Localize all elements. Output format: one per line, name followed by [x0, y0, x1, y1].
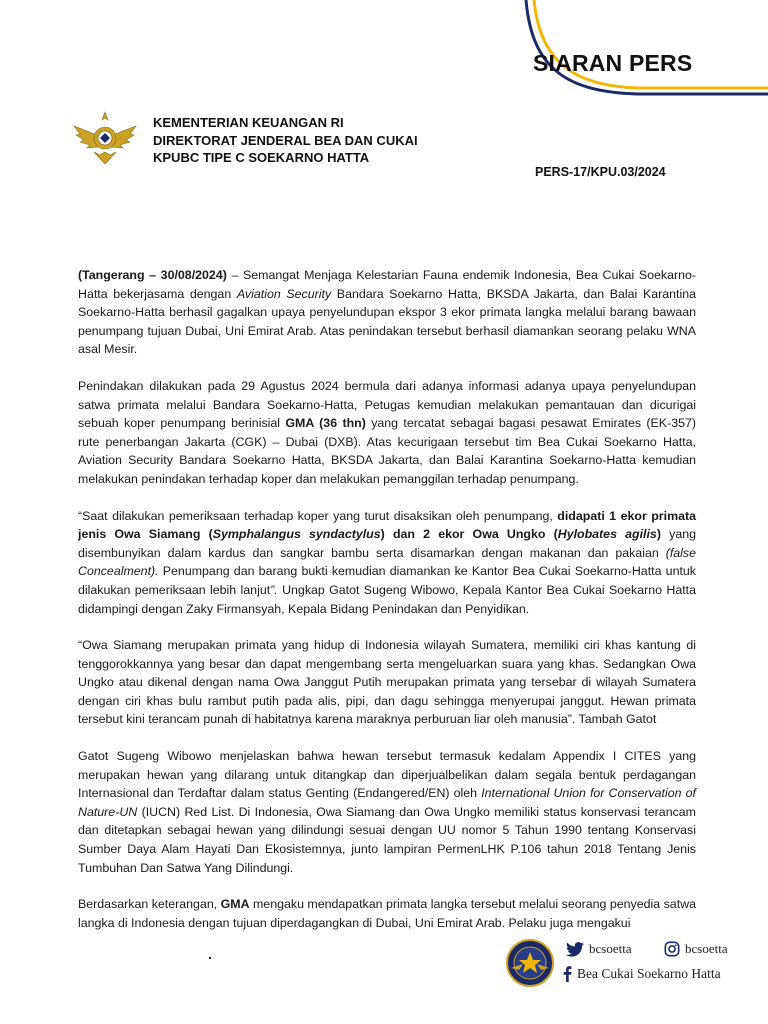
agency-ministry: KEMENTERIAN KEUANGAN RI — [153, 115, 344, 130]
customs-emblem-logo — [72, 108, 138, 168]
twitter-icon — [566, 942, 584, 957]
instagram-icon — [664, 941, 680, 957]
paragraph-2: Penindakan dilakukan pada 29 Agustus 2024 bermula dari adanya informasi adanya upaya penyelundupan satwa primata melalui Bandara Soekarno-Hatta, Petugas kemudian melakukan pemantauan dan dicurigai sebuah koper penumpang berinisial GMA (36 thn) yang tercatat sebagai bagasi pesawat Emirates (EK-357) rute penerbangan Jakarta (CGK) – Dubai (DXB). Atas kecurigaan tersebut tim Bea Cukai Soekarno Hatta, Aviation Security Bandara Soekarno Hatta, BKSDA Jakarta, dan Balai Karantina Soekarno-Hatta kemudian melakukan penindakan terhadap koper dan melakukan pemanggilan terhadap penumpang. — [78, 378, 696, 486]
footer-seal-logo — [505, 938, 555, 988]
reference-number: PERS-17/KPU.03/2024 — [535, 165, 666, 179]
paragraph-4: “Owa Siamang merupakan primata yang hidup di Indonesia wilayah Sumatera, memiliki ciri khas kantung di tenggorokkannya yang besar dan dapat mengembang serta mengeluarkan suara yang khas. Sedangkan Owa Ungko atau dikenal dengan nama Owa Janggut Putih merupakan primata yang tersebar di wilayah Sumatera dengan ciri khas bulu rambut putih pada alis, pipi, dan dagu sehingga menyerupai janggut. Hewan primata tersebut kini terancam punah di habitatnya karena maraknya perburuan liar oleh manusia”. Tambah Gatot — [78, 638, 696, 727]
facebook-page[interactable]: Bea Cukai Soekarno Hatta — [563, 966, 721, 982]
press-release-body — [78, 266, 696, 932]
paragraph-1: (Tangerang – 30/08/2024) – Semangat Menjaga Kelestarian Fauna endemik Indonesia, Bea Cukai Soekarno-Hatta bekerjasama dengan Aviation Security Bandara Soekarno Hatta, BKSDA Jakarta, dan Balai Karantina Soekarno-Hatta berhasil gagalkan upaya penyelundupan ekspor 3 ekor primata langka melalui barang bawaan penumpang tujuan Dubai, Uni Emirat Arab. Atas penindakan tersebut berhasil diamankan seorang pelaku WNA asal Mesir. — [78, 268, 697, 357]
agency-directorate: DIREKTORAT JENDERAL BEA DAN CUKAI — [153, 132, 418, 148]
facebook-icon — [563, 966, 572, 982]
paragraph-6: Berdasarkan keterangan, GMA mengaku mendapatkan primata langka tersebut melalui seorang penyedia satwa langka di Indonesia dengan tujuan diperdagangkan di Dubai, Uni Emirat Arab. Pelaku juga mengakui — [78, 897, 696, 930]
paragraph-3: “Saat dilakukan pemeriksaan terhadap koper yang turut disaksikan oleh penumpang, didapati 1 ekor primata jenis Owa Siamang (Symphalangus syndactylus) dan 2 ekor Owa Ungko (Hylobates agilis) yang disembunyikan dalam kardus dan sangkar bambu serta disamarkan dengan makanan dan pakaian (false Concealment). Penumpang dan barang bukti kemudian diamankan ke Kantor Bea Cukai Soekarno-Hatta untuk dilakukan pemeriksaan lebih lanjut”. Ungkap Gatot Sugeng Wibowo, Kepala Kantor Bea Cukai Soekarno Hatta didampingi dengan Zaky Firmansyah, Kepala Bidang Penindakan dan Penyidikan. — [78, 508, 697, 616]
dateline: (Tangerang – 30/08/2024) — [78, 268, 227, 282]
twitter-handle[interactable]: bcsoetta — [566, 941, 632, 957]
agency-office: KPUBC TIPE C SOEKARNO HATTA — [153, 150, 370, 165]
stray-mark: . — [208, 946, 212, 962]
press-release-title: SIARAN PERS — [533, 50, 693, 76]
paragraph-5: Gatot Sugeng Wibowo menjelaskan bahwa hewan tersebut termasuk kedalam Appendix I CITES yang merupakan hewan yang dilarang untuk ditangkap dan diperjualbelikan dalam segala bentuk perdagangan Internasional dan Terdaftar dalam status Genting (Endangered/EN) oleh International Union for Conservation of Nature-UN (IUCN) Red List. Di Indonesia, Owa Siamang dan Owa Ungko memiliki status konservasi terancam dan ditetapkan sebagai hewan yang dilindungi sesuai dengan UU nomor 5 Tahun 1990 tentang Konservasi Sumber Daya Alam Hayati Dan Ekosistemnya, junto lampiran PermenLHK P.106 tahun 2018 Tentang Jenis Tumbuhan Dan Satwa Yang Dilindungi. — [78, 749, 696, 875]
instagram-handle[interactable]: bcsoetta — [664, 941, 728, 957]
agency-block — [153, 114, 418, 167]
